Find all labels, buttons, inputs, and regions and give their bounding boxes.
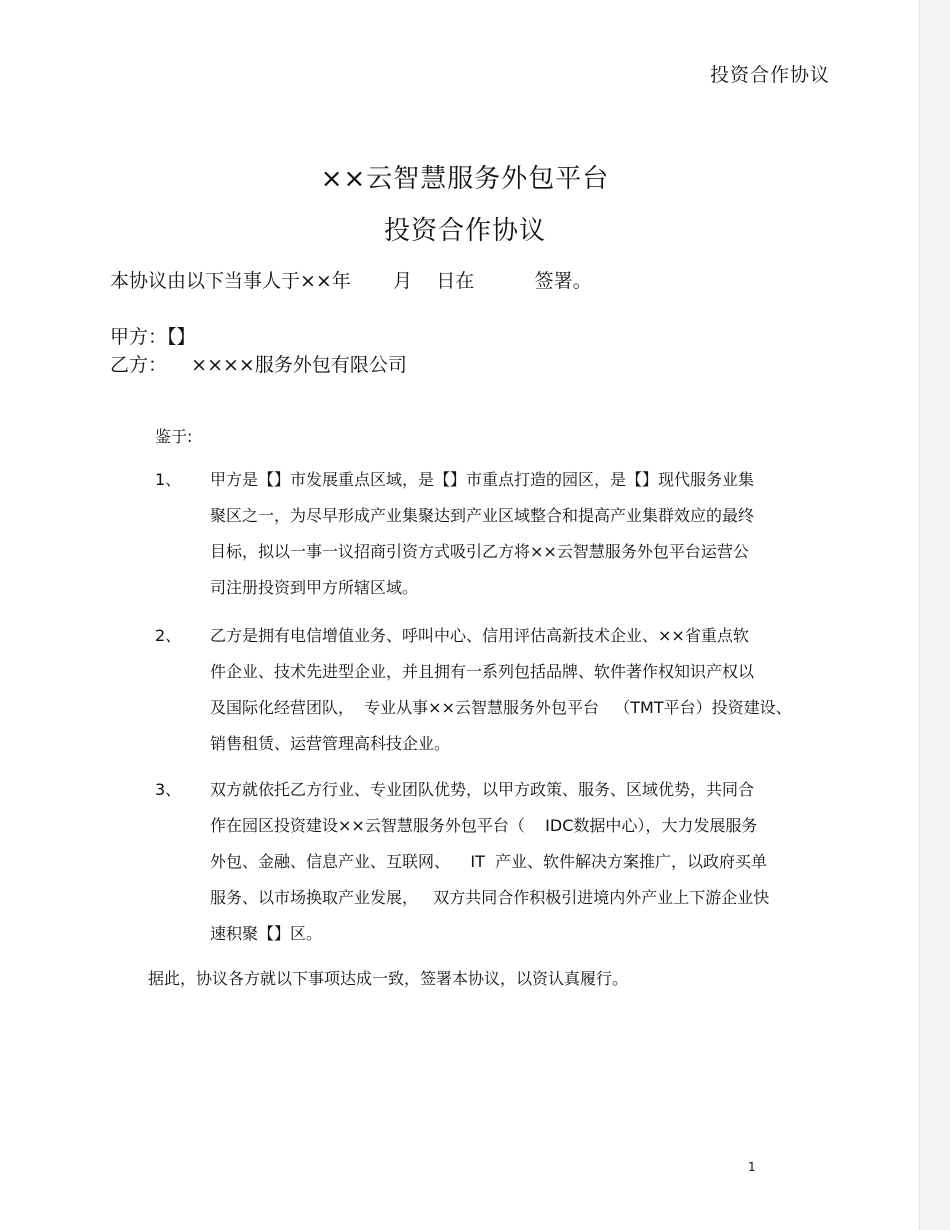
document-title-line-2: 投资合作协议 (383, 216, 546, 246)
recital-number: 2、 (155, 626, 182, 645)
recital-line: 甲方是【】市发展重点区域，是【】市重点打造的园区，是【】现代服务业集 (210, 470, 755, 489)
party-a-line: 甲方：【】 (110, 326, 196, 348)
recital-line: 乙方是拥有电信增值业务、呼叫中心、信用评估高新技术企业、××省重点软 (210, 626, 749, 645)
recital-item (155, 772, 845, 952)
conclusion-statement: 据此，协议各方就以下事项达成一致，签署本协议，以资认真履行。 (148, 969, 629, 988)
recital-line: 速积聚【】区。 (210, 924, 323, 943)
recital-item (155, 462, 845, 606)
recital-line: 销售租赁、运营管理高科技企业。 (210, 734, 451, 753)
running-header: 投资合作协议 (709, 64, 830, 86)
recital-line: 司注册投资到甲方所辖区域。 (210, 578, 419, 597)
recital-line: 及国际化经营团队， 专业从事××云智慧服务外包平台 （TMT平台）投资建设、 (210, 698, 792, 717)
recital-number: 3、 (155, 780, 182, 799)
recital-body (210, 618, 845, 762)
recital-line: 聚区之一，为尽早形成产业集聚达到产业区域整合和提高产业集群效应的最终 (210, 506, 755, 525)
recital-number: 1、 (155, 470, 182, 489)
recitals-label: 鉴于: (155, 427, 193, 446)
signing-statement: 本协议由以下当事人于××年 月 日在 签署。 (110, 270, 592, 292)
document-title-line-1: ××云智慧服务外包平台 (320, 164, 610, 194)
recital-line: 双方就依托乙方行业、专业团队优势，以甲方政策、服务、区域优势，共同合 (210, 780, 755, 799)
recital-line: 件企业、技术先进型企业，并且拥有一系列包括品牌、软件著作权知识产权以 (210, 662, 755, 681)
page-number: 1 (748, 1160, 756, 1174)
recital-line: 目标，拟以一事一议招商引资方式吸引乙方将××云智慧服务外包平台运营公 (210, 542, 749, 561)
recital-line: 服务、以市场换取产业发展， 双方共同合作积极引进境内外产业上下游企业快 (210, 888, 770, 907)
recital-line: 外包、金融、信息产业、互联网、 IT 产业、软件解决方案推广，以政府买单 (210, 852, 768, 871)
recital-body (210, 462, 845, 606)
recital-item (155, 618, 845, 762)
recital-body (210, 772, 845, 952)
party-b-line: 乙方： ××××服务外包有限公司 (110, 354, 407, 376)
recital-line: 作在园区投资建设××云智慧服务外包平台（ IDC数据中心），大力发展服务 (210, 816, 758, 835)
